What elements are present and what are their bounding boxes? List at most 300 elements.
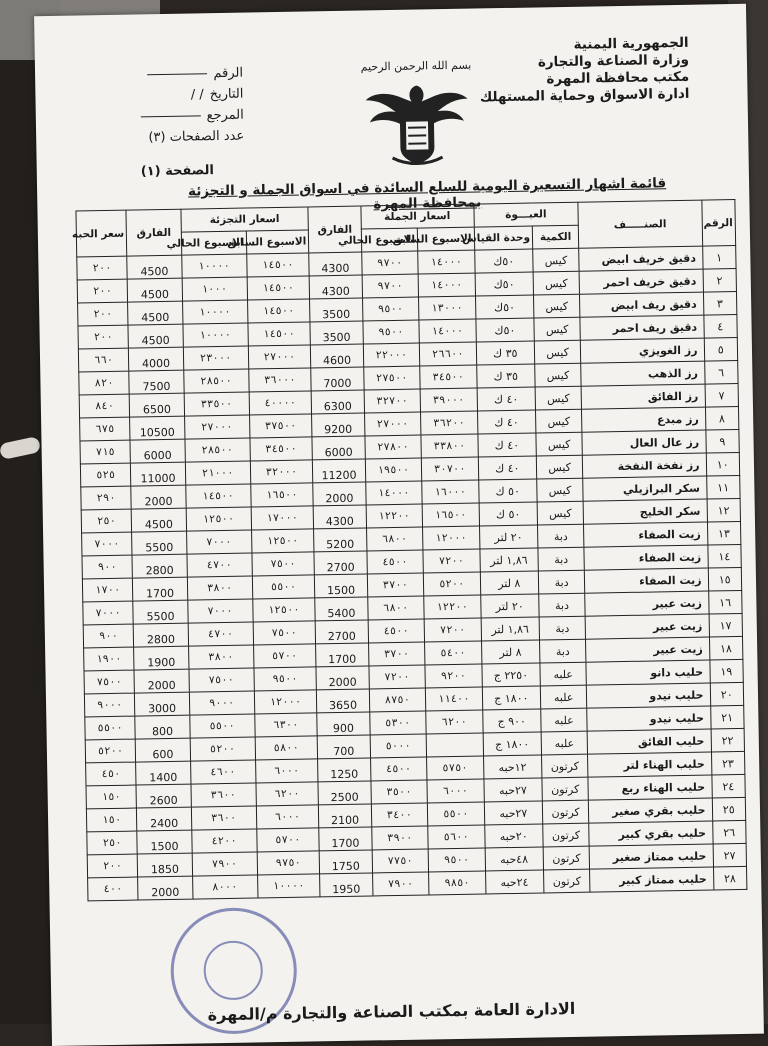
footer-signature: الادارة العامة بمكتب الصناعة والتجارة م/المهرة: [207, 998, 576, 1025]
retail-diff: 800: [135, 715, 190, 739]
wholesale-prev: ٥٥٠٠: [427, 802, 484, 826]
retail-diff: 1400: [136, 761, 191, 785]
col-num-header: الرقم: [701, 200, 735, 247]
retail-prev: ٣٧٥٠٠: [249, 414, 312, 438]
row-number: ١٦: [708, 590, 742, 614]
piece-price: ٢٥٠: [81, 509, 132, 533]
item-name: زيت الصفاء: [584, 522, 708, 547]
retail-curr: ٢٣٠٠٠: [183, 346, 248, 370]
wholesale-prev: ١٤٠٠٠: [419, 319, 476, 343]
row-number: ٢١: [710, 705, 744, 729]
measure-cell: ٥٠ ك: [479, 502, 538, 526]
retail-diff: 2400: [137, 807, 192, 831]
reference-blank: [140, 105, 200, 117]
stamp-emblem: [203, 940, 263, 1000]
wholesale-diff: 4300: [309, 275, 362, 299]
piece-price: ٢٠٠: [78, 325, 129, 349]
retail-diff: 4500: [127, 255, 182, 279]
measure-cell: ١٢حبه: [483, 755, 542, 779]
measure-cell: ٤٠ ك: [478, 456, 537, 480]
wholesale-curr: ٩٧٠٠: [362, 274, 419, 298]
item-name: حليب نيدو: [586, 683, 710, 708]
item-name: دقيق خريف احمر: [579, 269, 703, 294]
retail-diff: 600: [135, 738, 190, 762]
wholesale-prev: ٥٦٠٠: [428, 825, 485, 849]
wholesale-prev: ١١٤٠٠: [425, 687, 482, 711]
price-table-container: [71, 199, 747, 901]
row-number: ١٧: [709, 613, 743, 637]
row-number: ٤: [703, 314, 737, 338]
piece-price: ٨٢٠: [79, 371, 130, 395]
retail-curr: ٤٧٠٠: [188, 622, 253, 646]
col-item-header: الصنـــــف: [578, 200, 702, 248]
retail-prev: ١٦٥٠٠: [250, 483, 313, 507]
piece-price: ٦٧٥: [80, 417, 131, 441]
wholesale-prev: ٢٦٦٠٠: [419, 342, 476, 366]
item-name: زيت عبير: [586, 637, 710, 662]
unit-cell: علبه: [540, 662, 586, 686]
retail-prev: ٦٠٠٠: [255, 759, 318, 783]
retail-diff: 1700: [133, 577, 188, 601]
wholesale-curr: ٤٥٠٠: [367, 550, 424, 574]
row-number: ٩: [705, 429, 739, 453]
wholesale-curr: ٣٢٧٠٠: [364, 389, 421, 413]
wholesale-diff: 11200: [313, 459, 366, 483]
unit-cell: علبه: [541, 731, 587, 755]
piece-price: ٢٠٠: [87, 854, 138, 878]
piece-price: ٤٠٠: [88, 877, 139, 901]
retail-prev: ٣٤٥٠٠: [249, 437, 312, 461]
document-page: [34, 4, 764, 1046]
wholesale-prev: ٣٠٧٠٠: [421, 457, 478, 481]
row-number: ١٥: [708, 567, 742, 591]
wholesale-curr: ٣٩٠٠: [371, 826, 428, 850]
unit-cell: كرتون: [544, 869, 590, 893]
wholesale-diff: 1950: [320, 873, 373, 897]
row-number: ١٠: [706, 452, 740, 476]
header-line: ادارة الاسواق وحماية المستهلك: [479, 85, 690, 106]
wholesale-diff: 5200: [314, 528, 367, 552]
unit-cell: كرتون: [542, 777, 588, 801]
wholesale-prev: ٣٤٥٠٠: [420, 365, 477, 389]
measure-cell: ٥٠ك: [475, 318, 534, 342]
wholesale-prev: ٩٢٠٠: [425, 664, 482, 688]
wholesale-prev: ١٦٥٠٠: [422, 503, 479, 527]
wholesale-prev: ٣٦٢٠٠: [421, 411, 478, 435]
measure-cell: ٥٠ك: [474, 249, 533, 273]
col-wholesale-diff-header: الفارق: [308, 206, 361, 253]
measure-cell: ٢٠ لتر: [480, 594, 539, 618]
item-name: حليب بقري كبير: [589, 821, 713, 846]
unit-cell: كيس: [536, 409, 582, 433]
wholesale-curr: ٥٣٠٠: [369, 711, 426, 735]
wholesale-curr: ٩٥٠٠: [362, 297, 419, 321]
ref-label: الرقم: [213, 65, 244, 82]
piece-price: ٥٢٥: [80, 463, 131, 487]
wholesale-diff: 700: [317, 735, 370, 759]
retail-curr: ٣٣٥٠٠: [184, 392, 249, 416]
retail-diff: 4500: [128, 301, 183, 325]
row-number: ١: [702, 246, 736, 270]
piece-price: ٧٠٠٠: [82, 532, 133, 556]
wholesale-prev: ١٦٠٠٠: [422, 480, 479, 504]
wholesale-diff: 3650: [317, 689, 370, 713]
item-name: زيت الصفاء: [584, 545, 708, 570]
wholesale-diff: 4300: [313, 505, 366, 529]
wholesale-curr: ٣٤٠٠: [371, 803, 428, 827]
retail-prev: ٧٥٠٠: [253, 621, 316, 645]
wholesale-diff: 1250: [318, 758, 371, 782]
retail-diff: 5500: [133, 600, 188, 624]
item-name: حليب دانو: [586, 660, 710, 685]
wholesale-curr: ١٢٢٠٠: [366, 504, 423, 528]
item-name: دقيق ريف ابيض: [580, 292, 704, 317]
wholesale-curr: ١٤٠٠٠: [365, 481, 422, 505]
piece-price: ٩٠٠: [82, 555, 133, 579]
unit-cell: كيس: [537, 501, 583, 525]
unit-cell: كيس: [537, 478, 583, 502]
retail-curr: ٣٨٠٠: [187, 576, 252, 600]
item-name: سكر البرازيلي: [583, 476, 707, 501]
wholesale-prev: ٦٢٠٠: [426, 710, 483, 734]
retail-diff: 2800: [132, 554, 187, 578]
col-r-curr-header: الاسبوع الحالي: [181, 231, 246, 255]
piece-price: ١٥٠: [86, 785, 137, 809]
wholesale-curr: ٦٨٠٠: [367, 596, 424, 620]
piece-price: ٢٠٠: [77, 256, 128, 280]
measure-cell: ٥٠ك: [475, 272, 534, 296]
row-number: ٦: [704, 360, 738, 384]
piece-price: ١٩٠٠: [84, 647, 135, 671]
wholesale-diff: 4600: [311, 344, 364, 368]
header-line: مكتب محافظة المهرة: [546, 68, 690, 88]
retail-curr: ٣٨٠٠: [188, 645, 253, 669]
retail-diff: 2000: [138, 876, 193, 900]
piece-price: ٦٦٠: [78, 348, 129, 372]
retail-curr: ٧٠٠٠: [186, 530, 251, 554]
unit-cell: دبة: [539, 593, 585, 617]
piece-price: ٢٥٠: [87, 831, 138, 855]
wholesale-prev: ١٣٠٠٠: [419, 296, 476, 320]
wholesale-prev: ١٤٠٠٠: [418, 273, 475, 297]
row-number: ٢: [703, 268, 737, 292]
unit-cell: دبة: [538, 570, 584, 594]
retail-curr: ١٠٠٠: [182, 277, 247, 301]
reference-label: المرجع: [206, 107, 244, 124]
measure-cell: ٢٠حبه: [484, 824, 543, 848]
wholesale-curr: ٨٧٥٠: [369, 688, 426, 712]
unit-cell: كيس: [536, 432, 582, 456]
wholesale-diff: 1700: [316, 643, 369, 667]
piece-price: ٥٥٠٠: [85, 716, 136, 740]
retail-curr: ٤٧٠٠: [187, 553, 252, 577]
retail-diff: 4000: [129, 347, 184, 371]
wholesale-curr: ٧٩٠٠: [372, 872, 429, 896]
document-title: قائمة اشهار التسعيرة اليومية للسلع السائدة في اسواق الجملة و التجزئة بمحافظة المهرة: [187, 175, 667, 213]
row-number: ١٤: [707, 544, 741, 568]
col-wholesale-header: اسعار الجملة: [360, 204, 473, 229]
wholesale-diff: 2000: [316, 666, 369, 690]
wholesale-diff: 2700: [315, 620, 368, 644]
row-number: ٢٣: [711, 751, 745, 775]
row-number: ٢٥: [712, 797, 746, 821]
retail-prev: ١٠٠٠٠: [257, 874, 320, 898]
piece-price: ٥٢٠٠: [85, 739, 136, 763]
retail-curr: ١٤٥٠٠: [185, 484, 250, 508]
piece-price: ٤٥٠: [86, 762, 137, 786]
wholesale-curr: ٣٧٠٠: [367, 573, 424, 597]
pages-count: عدد الصفحات (٣): [148, 128, 245, 146]
measure-cell: ٢٢٥٠ ج: [481, 663, 540, 687]
measure-cell: ٥٠ ك: [478, 479, 537, 503]
col-w-prev-header: الاسبوع السابق: [417, 227, 474, 251]
wholesale-prev: ١٢٢٠٠: [424, 595, 481, 619]
retail-prev: ١٢٠٠٠: [254, 690, 317, 714]
unit-cell: كيس: [535, 363, 581, 387]
unit-cell: كرتون: [542, 800, 588, 824]
wholesale-diff: 9200: [312, 413, 365, 437]
retail-prev: ١٤٥٠٠: [247, 299, 310, 323]
measure-cell: ٢٧حبه: [484, 801, 543, 825]
measure-cell: ٩٠٠ ج: [482, 709, 541, 733]
row-number: ٢٦: [712, 820, 746, 844]
retail-curr: ٤٦٠٠: [190, 760, 255, 784]
retail-prev: ١٤٥٠٠: [246, 253, 309, 277]
retail-prev: ٥٨٠٠: [255, 736, 318, 760]
wholesale-diff: 3500: [310, 321, 363, 345]
retail-prev: ١٧٠٠٠: [251, 506, 314, 530]
wholesale-curr: ٧٧٥٠: [372, 849, 429, 873]
unit-cell: علبه: [540, 685, 586, 709]
retail-diff: 11000: [131, 462, 186, 486]
row-number: ٧: [705, 383, 739, 407]
retail-diff: 4500: [127, 278, 182, 302]
col-retail-diff-header: الفارق: [126, 209, 181, 256]
reference-block: [93, 63, 244, 150]
retail-prev: ٧٥٠٠: [251, 552, 314, 576]
item-name: زيت عبير: [585, 591, 709, 616]
row-number: ٢٧: [713, 843, 747, 867]
retail-diff: 2800: [133, 623, 188, 647]
retail-diff: 10500: [130, 416, 185, 440]
row-number: ٢٨: [713, 866, 747, 890]
unit-cell: كيس: [534, 317, 580, 341]
item-name: حليب الفائق: [587, 729, 711, 754]
retail-curr: ٢١٠٠٠: [185, 461, 250, 485]
wholesale-prev: ٧٢٠٠: [423, 549, 480, 573]
retail-curr: ٩٠٠٠: [189, 691, 254, 715]
wholesale-prev: ٣٩٠٠٠: [420, 388, 477, 412]
wholesale-prev: ٩٥٠٠: [428, 848, 485, 872]
measure-cell: ٨ لتر: [480, 571, 539, 595]
item-name: زيت الصفاء: [584, 568, 708, 593]
retail-prev: ٥٧٠٠: [256, 828, 319, 852]
row-number: ١٨: [709, 636, 743, 660]
unit-cell: كيس: [533, 248, 579, 272]
retail-prev: ٢٧٠٠٠: [248, 345, 311, 369]
item-name: رز عال العال: [582, 430, 706, 455]
retail-prev: ٣٢٠٠٠: [250, 460, 313, 484]
wholesale-curr: ٢٧٥٠٠: [363, 366, 420, 390]
measure-cell: ٤٠ ك: [477, 387, 536, 411]
retail-curr: ٣٦٠٠: [191, 783, 256, 807]
col-retail-header: اسعار التجزئة: [181, 207, 309, 232]
unit-cell: كيس: [535, 386, 581, 410]
piece-price: ٩٠٠٠: [84, 693, 135, 717]
piece-price: ٧٥٠٠: [84, 670, 135, 694]
unit-cell: كيس: [536, 455, 582, 479]
measure-cell: ٤٠ ك: [477, 433, 536, 457]
item-name: حليب بقري صغير: [588, 798, 712, 823]
retail-curr: ٢٨٥٠٠: [183, 369, 248, 393]
item-name: حليب ممتاز كبير: [590, 867, 714, 892]
wholesale-prev: ٩٨٥٠: [429, 871, 486, 895]
row-number: ٥: [704, 337, 738, 361]
retail-curr: ٥٥٠٠: [189, 714, 254, 738]
wholesale-diff: 5400: [315, 597, 368, 621]
retail-curr: ٣٦٠٠: [191, 806, 256, 830]
unit-cell: كيس: [533, 271, 579, 295]
wholesale-curr: ٤٥٠٠: [370, 757, 427, 781]
row-number: ٨: [705, 406, 739, 430]
header-line: الجمهورية اليمنية: [573, 34, 689, 53]
retail-curr: ١٠٠٠٠: [183, 323, 248, 347]
wholesale-diff: 6000: [312, 436, 365, 460]
measure-cell: ٢٧حبه: [483, 778, 542, 802]
unit-cell: كرتون: [542, 754, 588, 778]
header-line: وزارة الصناعة والتجارة: [537, 51, 690, 71]
col-r-prev-header: الاسبوع السابق: [246, 230, 309, 254]
measure-cell: ١,٨٦ لتر: [479, 548, 538, 572]
wholesale-curr: ٦٨٠٠: [366, 527, 423, 551]
wholesale-diff: 2100: [319, 804, 372, 828]
retail-curr: ٢٧٠٠٠: [184, 415, 249, 439]
wholesale-diff: 7000: [311, 367, 364, 391]
wholesale-diff: 3500: [310, 298, 363, 322]
wholesale-prev: ١٤٠٠٠: [418, 250, 475, 274]
unit-cell: علبه: [541, 708, 587, 732]
retail-diff: 2000: [131, 485, 186, 509]
item-name: رز نفخة النفخة: [582, 453, 706, 478]
item-name: رز الذهب: [581, 361, 705, 386]
piece-price: ٨٤٠: [79, 394, 130, 418]
retail-prev: ١٢٥٠٠: [251, 529, 314, 553]
measure-cell: ١,٨٦ لتر: [481, 617, 540, 641]
wholesale-curr: ٥٠٠٠: [370, 734, 427, 758]
piece-price: ٧١٥: [80, 440, 131, 464]
wholesale-prev: ٧٢٠٠: [424, 618, 481, 642]
wholesale-diff: 4300: [309, 252, 362, 276]
issuer-header: [479, 35, 690, 107]
wholesale-diff: 1500: [315, 574, 368, 598]
wholesale-curr: ١٩٥٠٠: [365, 458, 422, 482]
unit-cell: دبة: [538, 547, 584, 571]
row-number: ٢٠: [710, 682, 744, 706]
item-name: رز مبدع: [582, 407, 706, 432]
retail-prev: ١٤٥٠٠: [247, 276, 310, 300]
retail-prev: ١٤٥٠٠: [247, 322, 310, 346]
date-label: التاريخ: [209, 86, 244, 103]
retail-diff: 1850: [137, 853, 192, 877]
wholesale-prev: ١٢٠٠٠: [423, 526, 480, 550]
item-name: دقيق ريف احمر: [580, 315, 704, 340]
wholesale-curr: ٣٥٠٠: [371, 780, 428, 804]
wholesale-curr: ٢٧٠٠٠: [364, 412, 421, 436]
measure-cell: ١٨٠٠ ج: [483, 732, 542, 756]
retail-prev: ٦٢٠٠: [256, 782, 319, 806]
retail-prev: ١٢٥٠٠: [252, 598, 315, 622]
retail-diff: 4500: [128, 324, 183, 348]
wholesale-curr: ٩٧٠٠: [361, 251, 418, 275]
retail-prev: ٥٥٠٠: [252, 575, 315, 599]
retail-diff: 7500: [129, 370, 184, 394]
date-value: / /: [190, 87, 204, 103]
item-name: زيت عبير: [585, 614, 709, 639]
piece-price: ١٧٠٠: [82, 578, 133, 602]
row-number: ١١: [706, 475, 740, 499]
table-body: [77, 246, 747, 901]
piece-price: ٢٠٠: [77, 279, 128, 303]
retail-curr: ٢٨٥٠٠: [185, 438, 250, 462]
piece-price: ٢٠٠: [78, 302, 129, 326]
row-number: ٢٤: [711, 774, 745, 798]
wholesale-diff: 900: [317, 712, 370, 736]
unit-cell: دبة: [538, 524, 584, 548]
item-name: دقيق خريف ابيض: [579, 246, 703, 271]
price-table: [71, 199, 747, 901]
item-name: حليب نيدو: [587, 706, 711, 731]
wholesale-diff: 2000: [313, 482, 366, 506]
unit-cell: كيس: [534, 294, 580, 318]
wholesale-diff: 2500: [318, 781, 371, 805]
wholesale-prev: ٥٧٥٠: [427, 756, 484, 780]
retail-diff: 6500: [129, 393, 184, 417]
row-number: ٢٢: [711, 728, 745, 752]
item-name: رز الفائق: [581, 384, 705, 409]
wholesale-prev: ٦٠٠٠: [427, 779, 484, 803]
retail-curr: ٧٠٠٠: [187, 599, 252, 623]
wholesale-prev: ٣٣٨٠٠: [421, 434, 478, 458]
col-piece-header: سعر الحبه: [76, 210, 127, 257]
unit-cell: كرتون: [543, 823, 589, 847]
col-measure-header: وحدة القياس: [474, 226, 533, 250]
wholesale-prev: ٥٤٠٠: [425, 641, 482, 665]
unit-cell: دبة: [540, 639, 586, 663]
row-number: ١٢: [707, 498, 741, 522]
col-w-curr-header: الاسبوع الحالي: [361, 228, 418, 252]
bismillah-text: بسم الله الرحمن الرحيم: [360, 58, 472, 74]
retail-diff: 5500: [132, 531, 187, 555]
item-name: حليب ممتاز صغير: [589, 844, 713, 869]
wholesale-diff: 1750: [319, 850, 372, 874]
measure-cell: ٣٥ ك: [476, 341, 535, 365]
retail-diff: 3000: [135, 692, 190, 716]
retail-diff: 1900: [134, 646, 189, 670]
piece-price: ١٥٠: [86, 808, 137, 832]
retail-curr: ١٢٥٠٠: [186, 507, 251, 531]
measure-cell: ٤٨حبه: [485, 847, 544, 871]
wholesale-prev: [426, 733, 483, 757]
retail-curr: ٨٠٠٠: [192, 875, 257, 899]
retail-curr: ٤٢٠٠: [191, 829, 256, 853]
retail-diff: 2600: [136, 784, 191, 808]
retail-curr: ١٠٠٠٠: [182, 300, 247, 324]
retail-curr: ٧٩٠٠: [192, 852, 257, 876]
wholesale-curr: ٢٢٠٠٠: [363, 343, 420, 367]
measure-cell: ١٨٠٠ ج: [482, 686, 541, 710]
wholesale-diff: 6300: [311, 390, 364, 414]
wholesale-curr: ٢٧٨٠٠: [365, 435, 422, 459]
